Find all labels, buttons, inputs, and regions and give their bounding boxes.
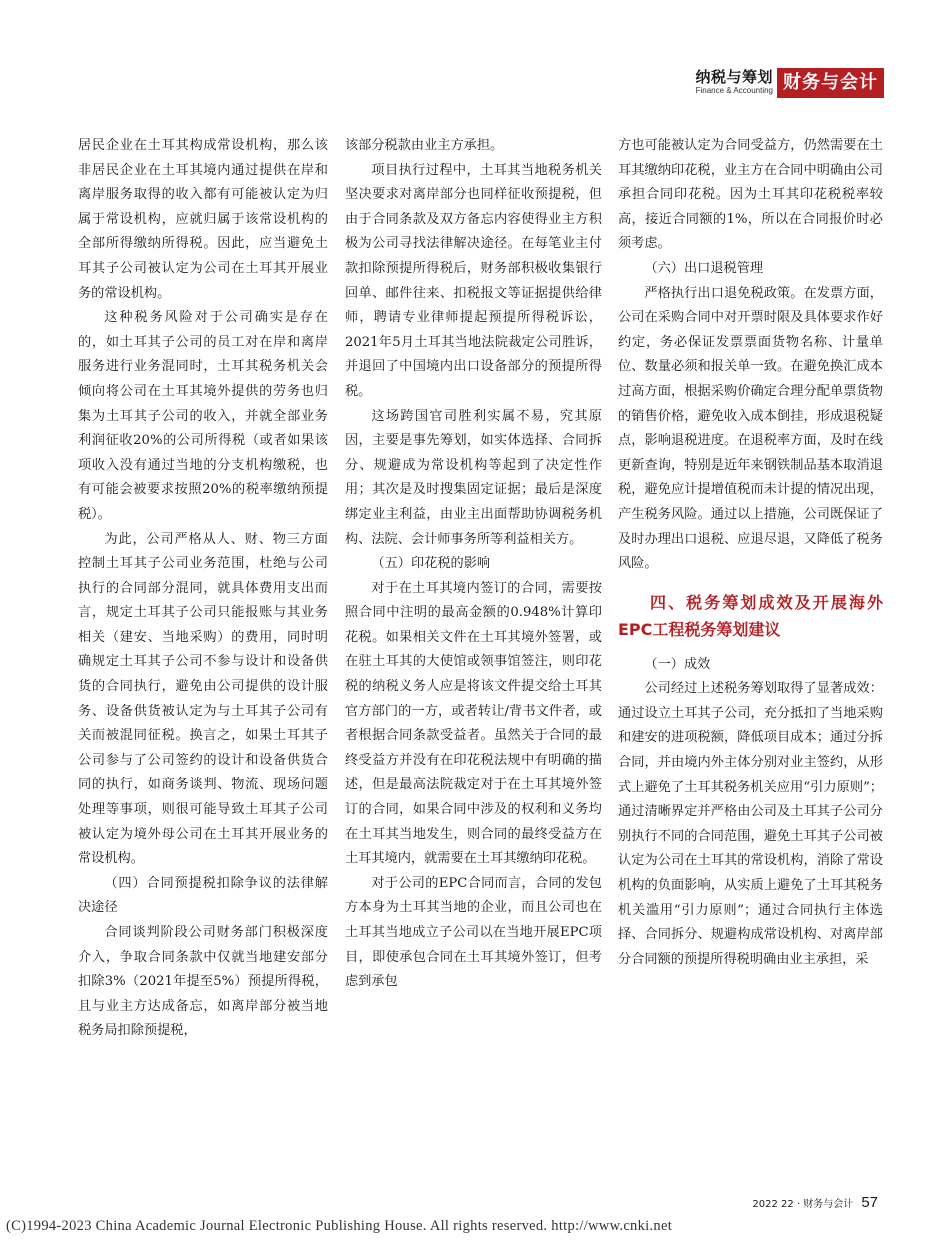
column-3 bbox=[618, 134, 883, 972]
copyright-notice: (C)1994-2023 China Academic Journal Electronic Publishing House. All rights reserved. http://www.cnki.net bbox=[6, 1218, 673, 1234]
subheading: （六）出口退税管理 bbox=[644, 260, 764, 276]
page-footer bbox=[752, 1194, 878, 1211]
subheading: （五）印花税的影响 bbox=[371, 556, 491, 572]
column-1 bbox=[78, 134, 328, 1044]
paragraph: 为此，公司严格从人、财、物三方面控制土耳其子公司业务范围，杜绝与公司执行的合同部分混同，就具体费用支出而言，规定土耳其子公司只能报账与其业务相关（建安、当地采购）的费用，同时明确规定土耳其子公司不参与设计和设备供货的合同执行，避免由公司提供的设计服务、设备供货被认定为与土耳其子公司有关而被混同征税。换言之，如果土耳其子公司参与了公司签约的设计和设备供货合同的执行，如商务谈判、物流、现场问题处理等事项，则很可能导致土耳其子公司被认定为境外母公司在土耳其开展业务的常设机构。 bbox=[78, 531, 328, 867]
paragraph: 这场跨国官司胜利实属不易，究其原因，主要是事先筹划，如实体选择、合同拆分、规避成为常设机构等起到了决定性作用；其次是及时搜集固定证据；最后是深度绑定业主利益，由业主出面帮助协调税务机构、法院、会计师事务所等利益相关方。 bbox=[345, 408, 602, 547]
paragraph: 方也可能被认定为合同受益方，仍然需要在土耳其缴纳印花税，业主方在合同中明确由公司承担合同印花税。因为土耳其印花税税率较高，接近合同额的1%，所以在合同报价时必须考虑。 bbox=[618, 138, 883, 252]
journal-section-title: 纳税与筹划 bbox=[695, 68, 773, 86]
subheading: （一）成效 bbox=[644, 656, 711, 672]
section-heading: 四、税务筹划成效及开展海外EPC工程税务筹划建议 bbox=[618, 592, 883, 639]
paragraph: 项目执行过程中，土耳其当地税务机关坚决要求对离岸部分也同样征收预提税，但由于合同条款及双方备忘内容使得业主方积极为公司寻找法律解决途径。在每笔业主付款扣除预提所得税后，财务部积极收集银行回单、邮件往来、扣税报文等证据提供给律师，聘请专业律师提起预提所得税诉讼，2021年5月土耳其当地法院裁定公司胜诉，并退回了中国境内出口设备部分的预提所得税。 bbox=[345, 162, 602, 399]
page-header bbox=[695, 68, 884, 98]
paragraph: 居民企业在土耳其构成常设机构，那么该非居民企业在土耳其境内通过提供在岸和离岸服务取得的收入都有可能被认定为归属于常设机构，应就归属于该常设机构的全部所得缴纳所得税。因此，应当避免土耳其子公司被认定为公司在土耳其开展业务的常设机构。 bbox=[78, 138, 328, 301]
journal-logo: 财务与会计 bbox=[777, 68, 884, 98]
paragraph: 这种税务风险对于公司确实是存在的，如土耳其子公司的员工对在岸和离岸服务进行业务混同时，土耳其税务机关会倾向将公司在土耳其境外提供的劳务也归集为土耳其子公司的收入，并就全部业务利润征收20%的公司所得税（或者如果该项收入没有通过当地的分支机构缴税，也有可能会被要求按照20%的税率缴纳预提税）。 bbox=[78, 310, 328, 522]
header-text bbox=[695, 68, 773, 96]
page-number: 57 bbox=[861, 1194, 878, 1211]
journal-subtitle: Finance & Accounting bbox=[695, 86, 773, 95]
paragraph: 该部分税款由业主方承担。 bbox=[345, 138, 504, 153]
issue-info: 2022 22 · 财务与会计 bbox=[752, 1199, 854, 1210]
paragraph: 公司经过上述税务筹划取得了显著成效：通过设立土耳其子公司，充分抵扣了当地采购和建安的进项税额，降低项目成本；通过分拆合同，并由境内外主体分别对业主签约，从形式上避免了土耳其税务机关应用“引力原则”；通过清晰界定并严格由公司及土耳其子公司分别执行不同的合同范围，避免土耳其子公司被认定为公司在土耳其的常设机构，消除了常设机构的负面影响，从实质上避免了土耳其税务机关滥用“引力原则”；通过合同执行主体选择、合同拆分、规避构成常设机构、对离岸部分合同额的预提所得税明确由业主承担，采 bbox=[618, 681, 883, 967]
subheading: （四）合同预提税扣除争议的法律解决途径 bbox=[78, 875, 328, 916]
paragraph: 对于在土耳其境内签订的合同，需要按照合同中注明的最高金额的0.948%计算印花税。如果相关文件在土耳其境外签署，或在驻土耳其的大使馆或领事馆签注，则印花税的纳税义务人应是将该文件提交给土耳其官方部门的一方，或者转让/背书文件者，或者根据合同条款受益者。虽然关于合同的最终受益方并没有在印花税法规中有明确的描述，但是最高法院裁定对于在土耳其境外签订的合同，如果合同中涉及的权利和义务均在土耳其当地发生，则合同的最终受益方在土耳其境内，就需要在土耳其缴纳印花税。 bbox=[345, 580, 602, 867]
paragraph: 合同谈判阶段公司财务部门积极深度介入，争取合同条款中仅就当地建安部分扣除3%（2021年提至5%）预提所得税，且与业主方达成备忘，如离岸部分被当地税务局扣除预提税， bbox=[78, 925, 328, 1039]
paragraph: 严格执行出口退免税政策。在发票方面，公司在采购合同中对开票时限及具体要求作好约定，务必保证发票票面货物名称、计量单位、数量必须和报关单一致。在避免换汇成本过高方面，根据采购价确定合理分配单票货物的销售价格，避免收入成本倒挂，形成退税疑点，影响退税进度。在退税率方面，及时在线更新查询，特别是近年来钢铁制品基本取消退税，避免应计提增值税而未计提的情况出现，产生税务风险。通过以上措施，公司既保证了及时办理出口退税、应退尽退，又降低了税务风险。 bbox=[618, 285, 883, 572]
paragraph: 对于公司的EPC合同而言，合同的发包方本身为土耳其当地的企业，而且公司也在土耳其当地成立子公司以在当地开展EPC项目，即使承包合同在土耳其境外签订，但考虑到承包 bbox=[345, 875, 602, 990]
column-2 bbox=[345, 134, 602, 995]
